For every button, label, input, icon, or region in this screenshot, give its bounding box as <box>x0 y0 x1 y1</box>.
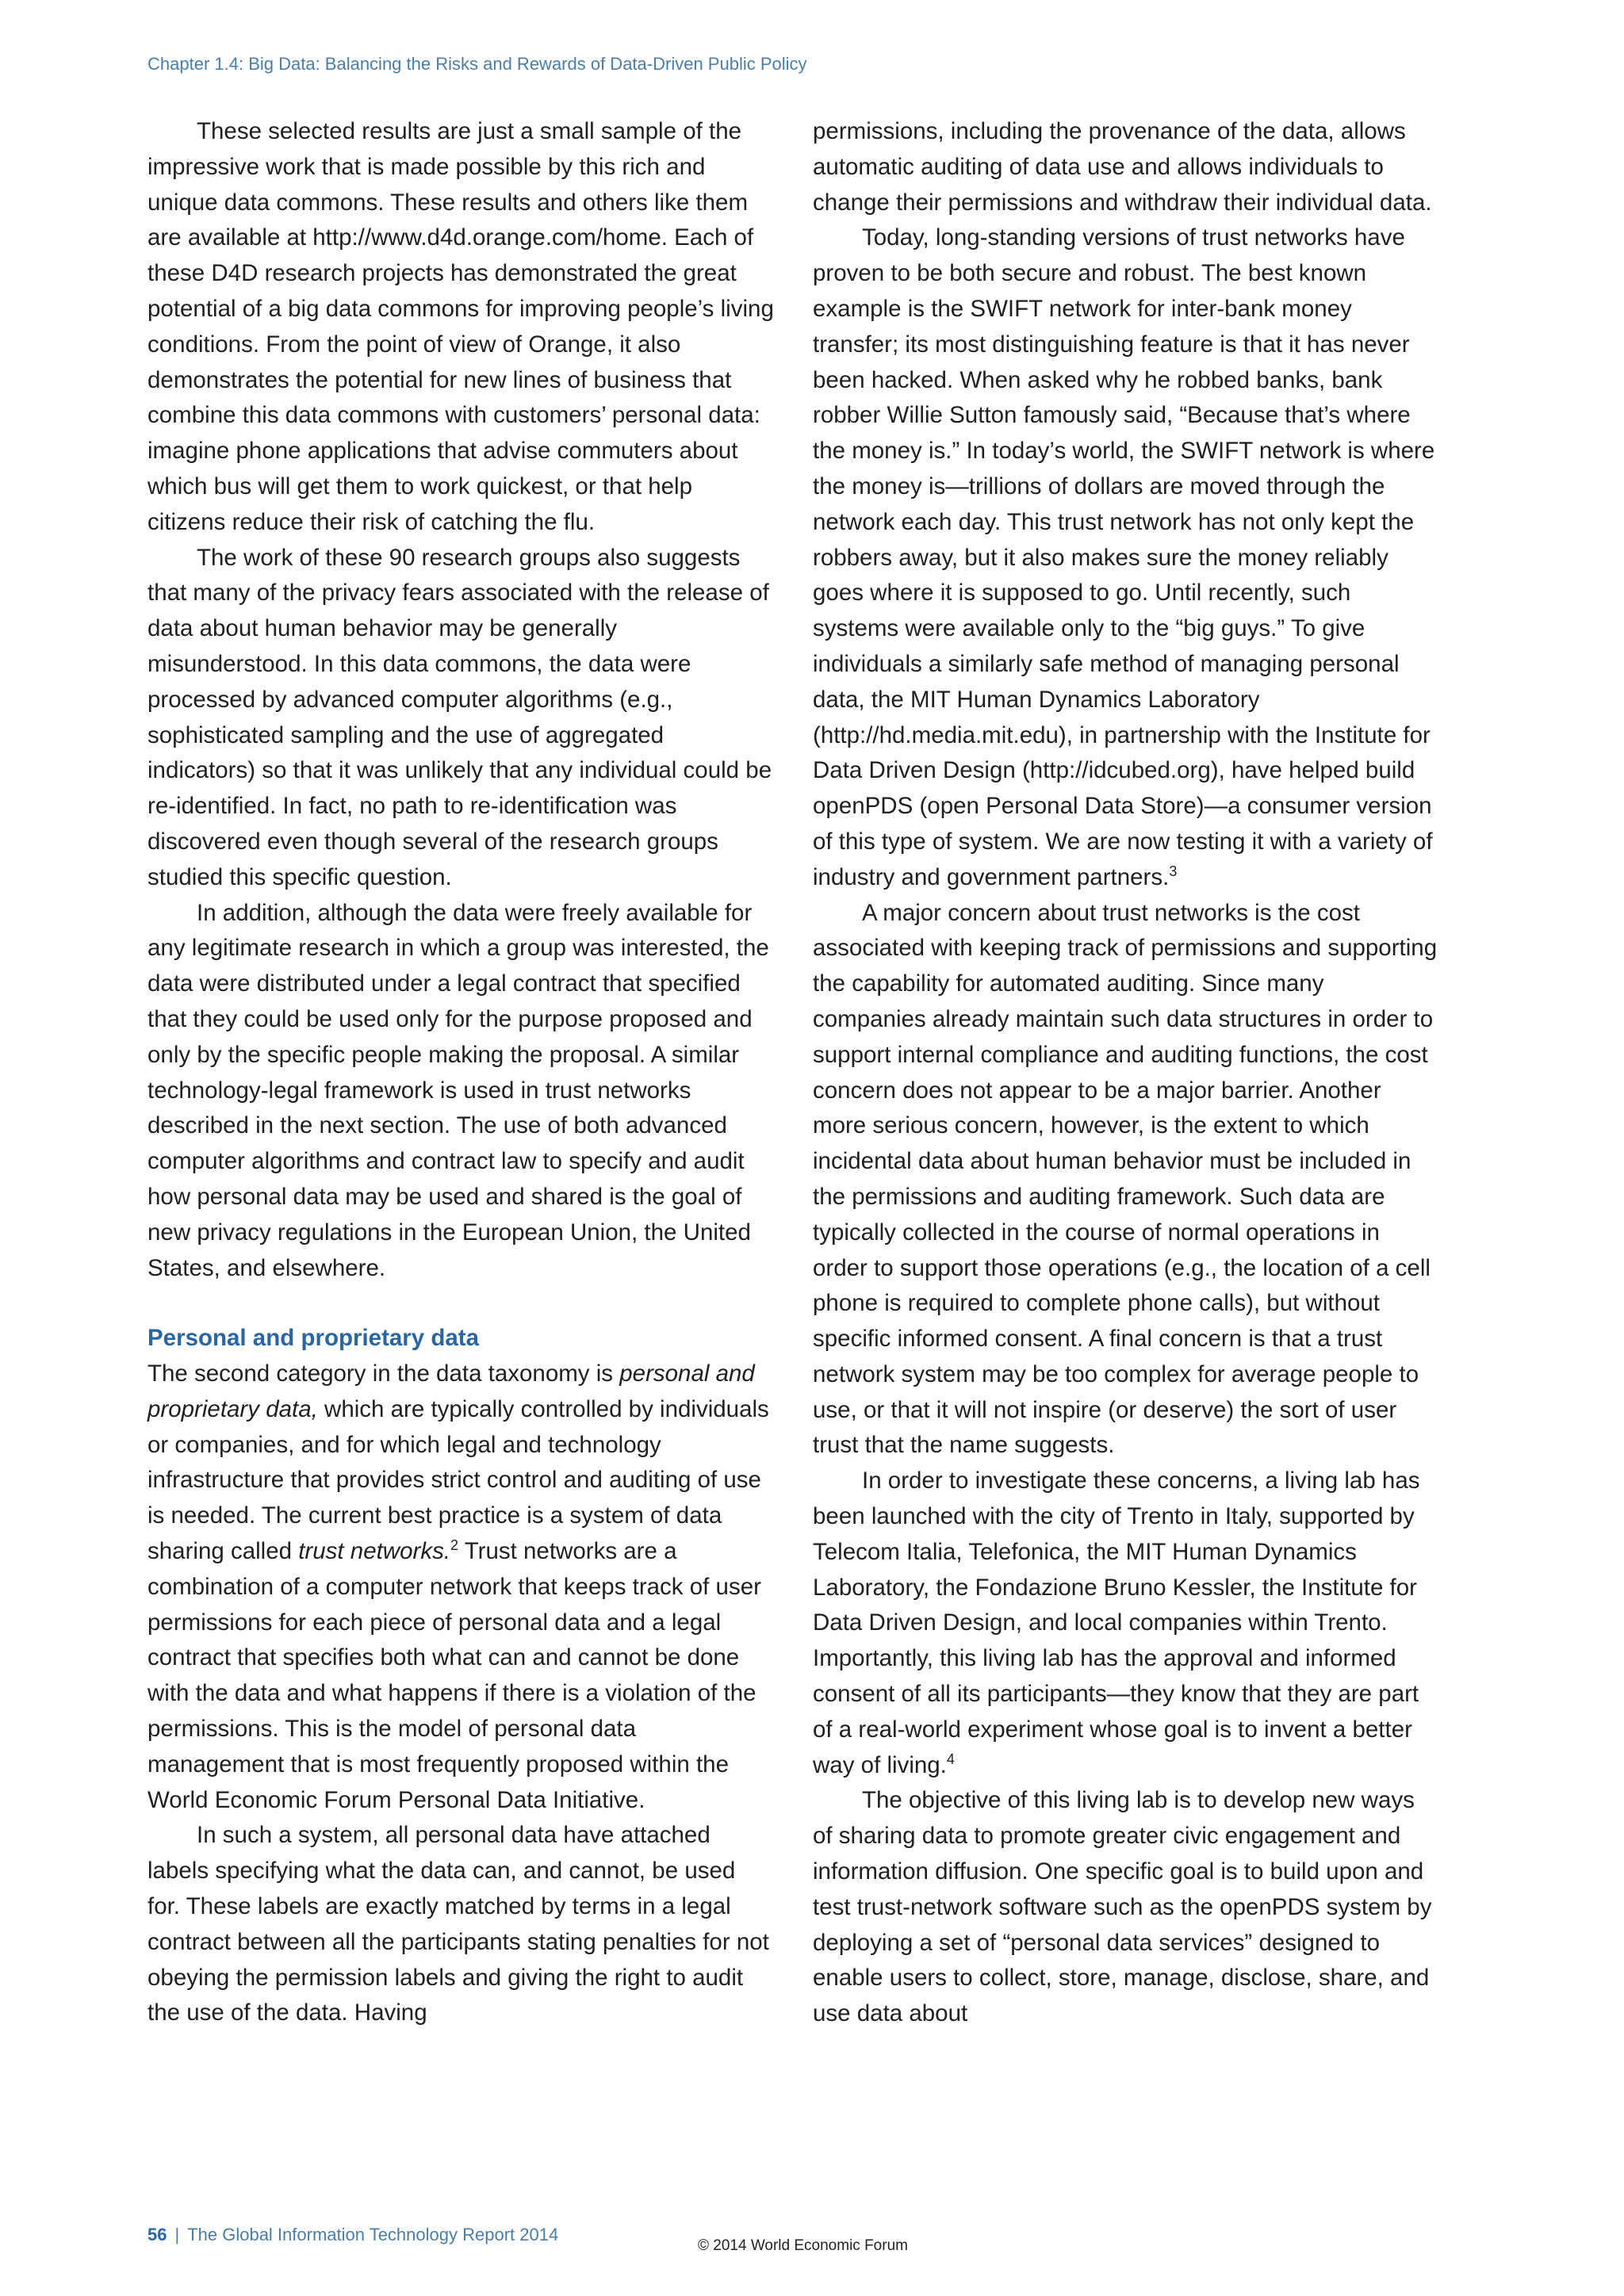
footnote-ref: 3 <box>1169 863 1178 879</box>
body-paragraph: The work of these 90 research groups also suggests that many of the privacy fears associated with the release of data about human behavior may be generally misunderstood. In this data commons, the data were processed by advanced computer algorithms (e.g., sophisticated sampling and the use of aggregated indicators) so that it was unlikely that any individual could be re-identified. In fact, no path to re-identification was discovered even though several of the research groups studied this specific question. <box>147 544 772 890</box>
right-column <box>813 114 1439 2032</box>
emphasis-term: trust networks. <box>298 1538 451 1565</box>
body-paragraph <box>813 220 1439 895</box>
section-heading: Personal and proprietary data <box>147 1325 480 1352</box>
footnote-ref: 4 <box>946 1751 955 1767</box>
copyright-notice: © 2014 World Economic Forum <box>698 2237 908 2254</box>
body-paragraph: A major concern about trust networks is the cost associated with keeping track of permissions and supporting the capability for automated auditing. Since many companies already maintain such data structures in order to support internal compliance and auditing functions, the cost concern does not appear to be a major barrier. Another more serious concern, however, is the extent to which incidental data about human behavior must be included in the permissions and auditing framework. Such data are typically collected in the course of normal operations in order to support those operations (e.g., the location of a cell phone is required to complete phone calls), but without specific informed consent. A final concern is that a trust network system may be too complex for average people to use, or that it will not inspire (or deserve) the sort of user trust that the name suggests. <box>813 899 1438 1459</box>
body-paragraph: The objective of this living lab is to develop new ways of sharing data to promote greater civic engagement and information diffusion. One specific goal is to build upon and test trust-network software such as the openPDS system by deploying a set of “personal data services” designed to enable users to collect, store, manage, disclose, share, and use data about <box>813 1787 1432 2027</box>
text-run: Trust networks are a combination of a computer network that keeps track of user permissions for each piece of personal data and a legal contract that specifies both what can and cannot be done with the data and what happens if there is a violation of the permissions. This is the model of personal data management that is most frequently proposed within the World Economic Forum Personal Data Initiative. <box>147 1538 761 1813</box>
running-head: Chapter 1.4: Big Data: Balancing the Risks and Rewards of Data-Driven Public Policy <box>147 54 807 74</box>
body-paragraph <box>813 1464 1439 1783</box>
text-run: In order to investigate these concerns, a living lab has been launched with the city of Trento in Italy, supported by Telecom Italia, Telefonica, the MIT Human Dynamics Laboratory, the Fondazione Bruno Kessler, the Institute for Data Driven Design, and local companies within Trento. Importantly, this living lab has the approval and informed consent of all its participants—they know that they are part of a real-world experiment whose goal is to invent a better way of living. <box>813 1468 1420 1778</box>
footnote-ref: 2 <box>450 1537 459 1554</box>
text-run: which are typically controlled by individuals or companies, and for which legal and technology infrastructure that provides strict control and auditing of use is needed. The current best practice is a system of data sharing called <box>147 1395 769 1565</box>
emphasis-term: personal and proprietary data, <box>147 1360 755 1422</box>
footer-separator: | <box>174 2225 180 2244</box>
body-paragraph: These selected results are just a small sample of the impressive work that is made possible by this rich and unique data commons. These results and others like them are available at http://www.d4d.orange.com/home. Each of these D4D research projects has demonstrated the great potential of a big data commons for improving people’s living conditions. From the point of view of Orange, it also demonstrates the potential for new lines of business that combine this data commons with customers’ personal data: imagine phone applications that advise commuters about which bus will get them to work quickest, or that help citizens reduce their risk of catching the flu. <box>147 118 774 535</box>
page-footer <box>147 2225 558 2245</box>
page-number: 56 <box>147 2225 167 2244</box>
text-run: The second category in the data taxonomy is <box>147 1360 620 1387</box>
left-column <box>147 114 774 2031</box>
body-paragraph: permissions, including the provenance of the data, allows automatic auditing of data use and allows individuals to change their permissions and withdraw their individual data. <box>813 118 1432 216</box>
text-run: Today, long-standing versions of trust networks have proven to be both secure and robust. The best known example is the SWIFT network for inter-bank money transfer; its most distinguishing feature is that it has never been hacked. When asked why he robbed banks, bank robber Willie Sutton famously said, “Because that’s where the money is.” In today’s world, the SWIFT network is where the money is—trillions of dollars are moved through the network each day. This trust network has not only kept the robbers away, but it also makes sure the money reliably goes where it is supposed to go. Until recently, such systems were available only to the “big guys.” To give individuals a similarly safe method of managing personal data, the MIT Human Dynamics Laboratory (http://hd.media.mit.edu), in partnership with the Institute for Data Driven Design (http://idcubed.org), have helped build openPDS (open Personal Data Store)—a consumer version of this type of system. We are now testing it with a variety of industry and government partners. <box>813 224 1435 890</box>
body-paragraph: In addition, although the data were freely available for any legitimate research in which a group was interested, the data were distributed under a legal contract that specified that they could be used only for the purpose proposed and only by the specific people making the proposal. A similar technology-legal framework is used in trust networks described in the next section. The use of both advanced computer algorithms and contract law to specify and audit how personal data may be used and shared is the goal of new privacy regulations in the European Union, the United States, and elsewhere. <box>147 899 769 1281</box>
body-paragraph: In such a system, all personal data have attached labels specifying what the data can, and cannot, be used for. These labels are exactly matched by terms in a legal contract between all the participants stating penalties for not obeying the permission labels and giving the right to audit the use of the data. Having <box>147 1822 769 2026</box>
body-paragraph <box>147 1357 774 1818</box>
report-title: The Global Information Technology Report 2014 <box>187 2225 559 2244</box>
